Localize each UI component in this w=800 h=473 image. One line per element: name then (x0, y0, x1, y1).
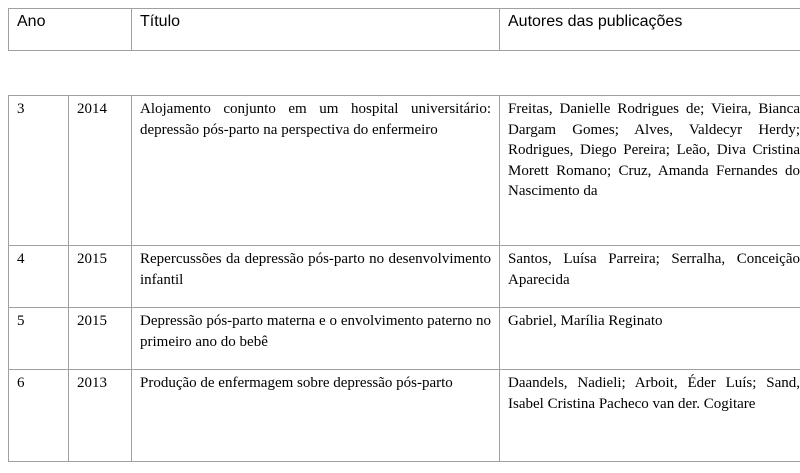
row-year: 2013 (69, 370, 132, 462)
table-row (9, 370, 800, 462)
row-authors: Gabriel, Marília Reginato (500, 308, 800, 370)
row-year: 2015 (69, 246, 132, 308)
row-title: Alojamento conjunto em um hospital universitário: depressão pós-parto na perspectiva do enfermeiro (132, 96, 500, 246)
header-table (8, 8, 800, 51)
table-row (9, 246, 800, 308)
row-year: 2014 (69, 96, 132, 246)
row-year: 2015 (69, 308, 132, 370)
row-title: Repercussões da depressão pós-parto no desenvolvimento infantil (132, 246, 500, 308)
data-table (8, 95, 800, 462)
row-authors: Santos, Luísa Parreira; Serralha, Conceição Aparecida (500, 246, 800, 308)
table-row (9, 96, 800, 246)
row-authors: Daandels, Nadieli; Arboit, Éder Luís; Sand, Isabel Cristina Pacheco van der. Cogitare (500, 370, 800, 462)
header-cell-autores: Autores das publicações (500, 9, 800, 51)
row-title: Produção de enfermagem sobre depressão pós-parto (132, 370, 500, 462)
row-number: 3 (9, 96, 69, 246)
header-cell-titulo: Título (132, 9, 500, 51)
header-cell-ano: Ano (9, 9, 132, 51)
table-row (9, 308, 800, 370)
row-authors: Freitas, Danielle Rodrigues de; Vieira, Bianca Dargam Gomes; Alves, Valdecyr Herdy; Rodrigues, Diego Pereira; Leão, Diva Cristina Morett Romano; Cruz, Amanda Fernandes do Nascimento da (500, 96, 800, 246)
row-number: 4 (9, 246, 69, 308)
row-title: Depressão pós-parto materna e o envolvimento paterno no primeiro ano do bebê (132, 308, 500, 370)
row-number: 5 (9, 308, 69, 370)
row-number: 6 (9, 370, 69, 462)
header-row (9, 9, 800, 51)
